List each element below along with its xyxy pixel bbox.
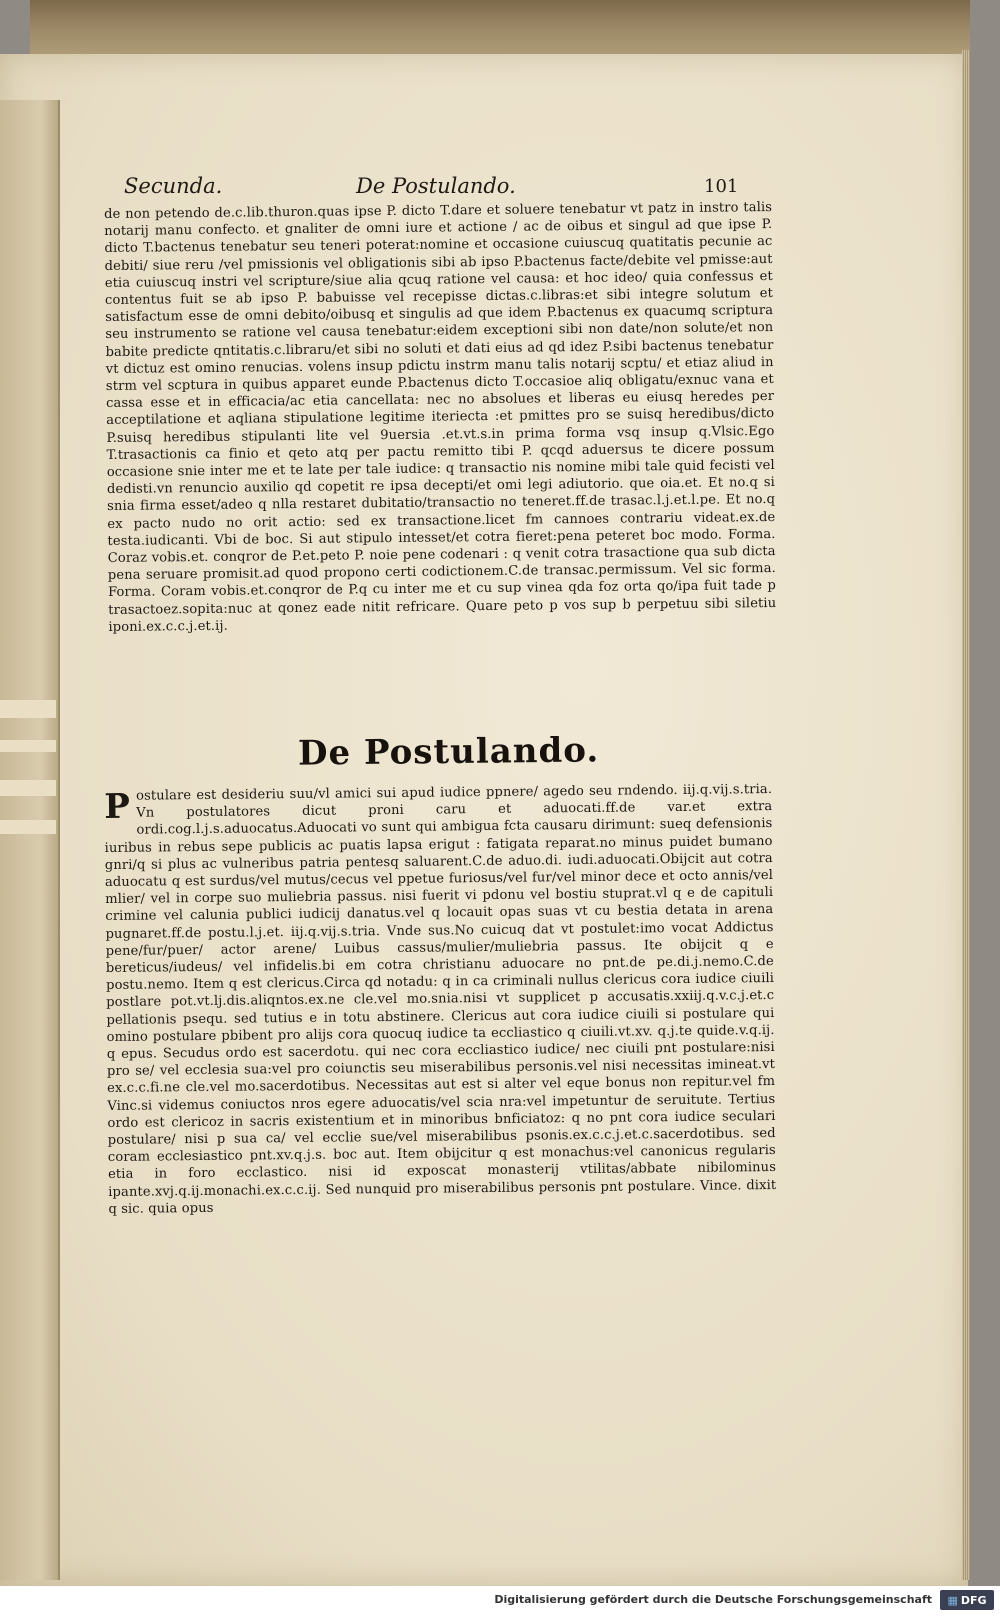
initial-letter: P xyxy=(103,786,131,827)
paragraph: ostulare est desideriu suu/vl amici sui apud iudice ppnere/ agedo seu rndendo. iij.q.vij.s.tria. Vn postulatores dicut proni caru et aduocati.ff.de var.et extra ordi.cog.l.j.s.aduocatus.Aduocati vo sunt qui ambigua fcta causaru dirimunt: sueq defensionis iuribus in rebus sepe publicis ac puatis lapsa erigut : fatigata reparat.no minus puidet bumano gnri/q si plus ac vulneribus patria pentesq saluarent.C.de aduo.di. iudi.aduocati.Obijcit aut cotra aduocatu q est surdus/vel mutus/cecus vel ppetue furiosus/vel fur/vel minor dece et octo annis/vel mlier/ vel in corpe suo muliebria passus. nisi fuerit vi pdonu vel bostiu stuprat.vl q e de capituli crimine vel calunia publici iudicij danatus.vel q locauit opas suas vt cu bestia detata in arena pugnaret.ff.de postu.l.j.et. iij.q.vij.s.tria. Vnde sus.No cuicuq dat vt postulet:imo vocat Addictus pene/fur/puer/ actor arene/ Luibus cassus/mulier/muliebria passus. Ite obijcit q e bereticus/iudeus/ vel infidelis.bi em cotra christianu aduocare no pnt.de pe.di.j.nemo.C.de postu.nemo. Item q est clericus.Circa qd notadu: q in ca criminali nullus clericus cora iudice ciuili postlare pot.vt.lj.dis.aliqntos.ex.ne cle.vel mo.snia.nisi vt supplicet p accusatis.xxiij.q.v.c.j.et.c pellationis psequ. sed tutius e in totu abstinere. Clericus aut cora iudice ciuili si postulare qui omino postulare pbibent pro alijs cora quocuq iudice ta eccliastico q ciuili.vt.xv. q.j.te quide.v.q.ij. q epus. Secudus ordo est sacerdotu. qui nec cora eccliastico iudice/ nec ciuili pnt postulare:nisi pro se/ vel ecclesia sua:vel pro coiunctis seu miserabilibus personis.vel nisi necessitas imineat.vt ex.c.c.fi.ne cle.vel mo.sacerdotibus. Necessitas aut est si alter vel eque bonus non repitur.vel fm Vinc.si videmus coniuctos nros egere aduocatis/vel scia nra:vel impetuntur de seruitute. Tertius ordo est clericoz in sacris existentium et in minoribus bnficiatoz: q no pnt cora iudice seculari postulare/ nisi p sua ca/ vel ecclie sue/vel miserabilibus psonis.ex.c.c.j.et.c.sacerdotibus. sed coram ecclesiastico pnt.xv.q.j.s. boc aut. Item obijcitur q est monachus:vel canonicus regularis etia in foro ecclastico. nisi id exposcat monasterij vtilitas/abbate nibilominus ipante.xvj.q.ij.monachi.ex.c.c.ij. Sed nunquid pro miserabilibus personis pnt postulare. Vince. dixit q sic. quia opus xyxy=(104,782,777,1217)
section-title: De Postulando. xyxy=(297,730,600,774)
facing-page-mark xyxy=(0,740,56,752)
facing-page-edge xyxy=(0,100,60,1580)
running-header-title: De Postulando. xyxy=(356,174,516,198)
facing-page-mark xyxy=(0,700,56,718)
dfg-logo-icon: ▦ xyxy=(947,1593,958,1607)
text-block-after xyxy=(104,781,776,1218)
running-header-left: Secunda. xyxy=(124,174,223,198)
text-block-before xyxy=(104,199,776,636)
digitization-credit: Digitalisierung gefördert durch die Deutsche Forschungsgemeinschaft xyxy=(494,1593,932,1606)
facing-page-mark xyxy=(0,820,56,834)
folio-number: 101 xyxy=(704,176,739,197)
facing-page-mark xyxy=(0,780,56,796)
dfg-logo-label: DFG xyxy=(960,1593,987,1607)
paragraph: de non petendo de.c.lib.thuron.quas ipse P. dicto T.dare et soluere tenebatur vt patz in instro talis notarij manu confecto. et gnaliter de omni iure et actione / ac de oibus et singul ad que ipse P. dicto T.bactenus tenebatur seu teneri poterat:nomine et occasione cuiuscuq quatitatis pecunie ac debiti/ siue reru /vel pmissionis vel obligationis sibi ab ipso P.bactenus facte/debite vel pmisse:aut etia cuiuscuq instri vel scripture/siue alia qcuq ratione vel causa: et hoc ideo/ quia confessus et contentus fuit se ab ipso P. babuisse vel recepisse dictas.c.libras:et sibi integre solutum et satisfactum esse de omni debito/oibusq et singulis ad que idem P.bactenus ex quacumq scriptura seu instrumento se ratione vel causa tenebatur:eidem exceptioni sibi non date/non solute/et non babite predicte qntitatis.c.libraru/et sibi no soluti et dati eius ad qd idez P.sibi bactenus tenebatur vt dictuz est omino renucias. volens insup pdictu instrm manu talis notarij scptu/ et etiaz aliud in strm vel scptura in quibus apparet eunde P.bactenus dicto T.occasioe aliq obligatu/exnuc vana et cassa esse et in efficacia/ac etia cancellata: nec no absolues et liberas eu eiusq heredes per acceptilatione et aqliana stipulatione legitime iteriecta :et pmittes pro se suisq heredibus/dicto P.suisq heredibus stipulanti lite vel 9uersia .et.vt.s.in prima forma vsq insup q.Vlsic.Ego T.trasactionis ca finio et qeto atq per pactu remitto tibi P. qcqd aduersus te dicere possum occasione snie inter me et te late per tale iudice: q transactio nis nomine mibi tale quid fecisti vel dedisti.vn renuncio auxilio qd copetit re ipsa decepti/et omi legi adiutorio. que oia.et. Et no.q si snia firma esset/adeo q nlla restaret dubitatio/transactio no teneret.ff.de trasac.l.j.et.l.pe. Et no.q ex pacto nudo no orit actio: sed ex transactione.licet fm cannoes contrariu videat.ex.de testa.iudicanti. Vbi de boc. Si aut stipulo intesset/et cotra fieret:pena peteret boc modo. Forma. Coraz vobis.et. conqror de P.et.peto P. noie pene codenari : q venit cotra trasactione qua sub dicta pena seruare promisit.ad quod propono certi codictionem.C.de transac.permissum. Vel sic forma. Forma. Coram vobis.et.conqror de P.q cu inter me et cu sup vinea qda foz orta qo/ipa fuit tade p trasactoez.sopita:nuc at qonez eade nitit refricare. Quare peto p vos sup b perpetuu sibi siletiu iponi.ex.c.c.j.et.ij. xyxy=(104,200,777,635)
page-fore-edge xyxy=(962,50,970,1580)
dfg-logo xyxy=(940,1590,994,1610)
